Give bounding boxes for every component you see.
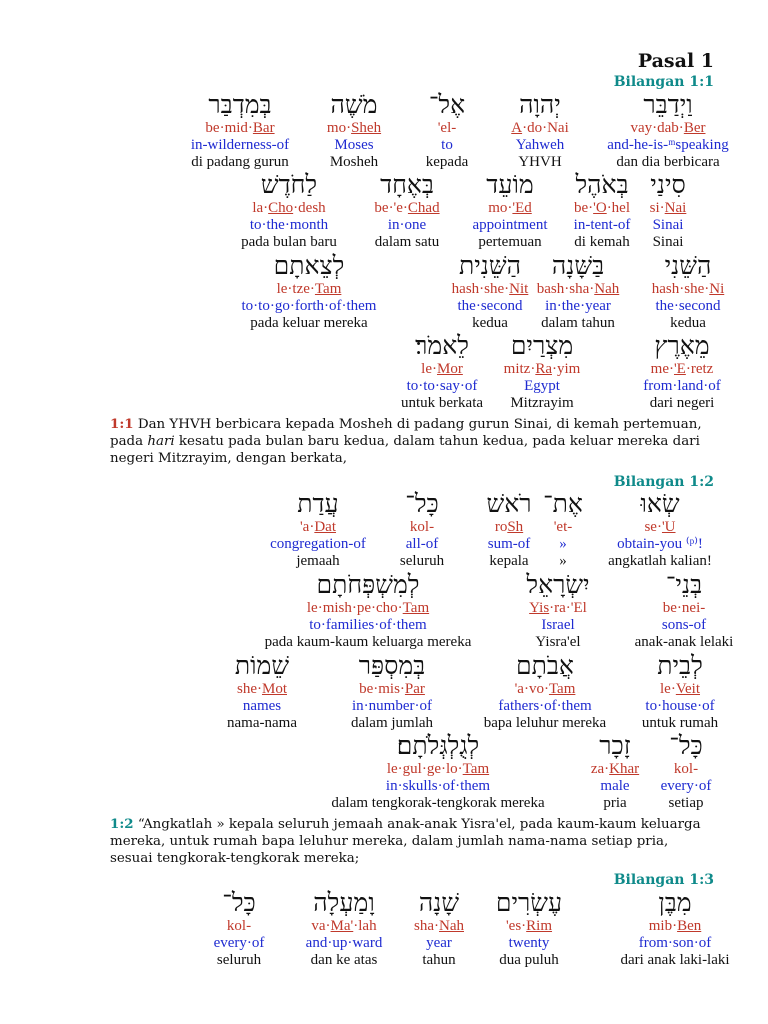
word-cell [511,90,569,171]
english-gloss: sons-of [661,617,707,633]
verse-1-1-translation: 1:1 Dan YHVH berbicara kepada Mosheh di padang gurun Sinai, di kemah pertemuan, pada hari kesatu pada bulan baru kedua, dalam tahun kedua, pada keluar mereka dari negeri Mitzrayim, dengan berkata, [110,416,702,466]
hebrew-word: הַשֵּׁנִי [664,251,712,280]
hebrew-word: כָּל־ [222,888,256,917]
word-cell [504,331,581,412]
hebrew-word: מֹשֶׁה [330,90,378,119]
english-gloss: fathers·of·them [498,698,592,714]
hebrew-word: לְמִשְׁפְּחֹתָם [316,570,420,599]
english-gloss: and·up·ward [305,935,383,951]
indonesian-gloss: kepada [425,154,469,170]
word-cell [642,651,718,732]
word-cell [306,888,383,969]
transliteration: be·mis·Par [359,681,425,697]
indonesian-gloss: dalam satu [374,234,440,250]
word-cell [574,170,631,251]
indonesian-gloss: kedua [670,315,706,331]
word-cell [331,731,544,812]
hebrew-word: שֵׁמוֹת [234,651,290,680]
word-cell [635,570,734,651]
indonesian-gloss: dari anak laki-laki [620,952,730,968]
indonesian-gloss: pria [603,795,627,811]
transliteration: 'et- [553,519,573,535]
word-cell [487,489,532,570]
english-gloss: Moses [334,137,374,153]
hebrew-word: שָׁנָה [418,888,460,917]
transliteration: le·Veit [660,681,700,697]
transliteration: she·Mot [236,681,287,697]
word-cell [643,331,720,412]
transliteration: be·'O·hel [573,200,631,216]
indonesian-gloss: dalam tengkorak-tengkorak mereka [331,795,545,811]
english-gloss: every·of [660,778,712,794]
hebrew-word: הַשֵּׁנִית [458,251,521,280]
english-gloss: Israel [541,617,575,633]
hebrew-word: אֶל־ [428,90,466,119]
transliteration: bash·sha·Nah [536,281,620,297]
word-cell [661,731,712,812]
english-gloss: in·the·year [545,298,611,314]
english-gloss: » [559,536,567,552]
word-cell [414,888,464,969]
hebrew-word: מֵאֶרֶץ [654,331,710,360]
word-cell [620,888,729,969]
word-cell [400,489,444,570]
indonesian-gloss: pada kaum-kaum keluarga mereka [264,634,472,650]
english-gloss: year [426,935,452,951]
word-cell [191,90,289,171]
word-cell [652,251,724,332]
word-cell [650,170,687,251]
word-cell [543,489,583,570]
word-cell [607,90,728,171]
english-gloss: in·one [387,217,427,233]
transliteration: mib·Ben [648,918,702,934]
hebrew-word: וַיְדַבֵּר [643,90,693,119]
word-cell [608,489,712,570]
transliteration: va·Ma'·lah [311,918,377,934]
indonesian-gloss: seluruh [399,553,445,569]
word-cell [327,90,381,171]
transliteration: roSh [494,519,524,535]
indonesian-gloss: angkatlah kalian! [608,553,712,569]
hebrew-word: עֶשְׂרִים [495,888,563,917]
hebrew-word: כָּל־ [405,489,439,518]
english-gloss: and-he-is-ᵐspeaking [607,137,729,153]
english-gloss: from·son·of [638,935,712,951]
indonesian-gloss: Mitzrayim [510,395,574,411]
transliteration: be·nei- [662,600,706,616]
indonesian-gloss: untuk rumah [641,715,719,731]
chapter-title: Pasal 1 [637,50,714,72]
indonesian-gloss: seluruh [216,952,262,968]
indonesian-gloss: dari negeri [649,395,715,411]
transliteration: A·do·Nai [511,120,569,136]
indonesian-gloss: YHVH [518,154,562,170]
hebrew-word: וָמַעְלָה [313,888,375,917]
english-gloss: in-wilderness-of [190,137,290,153]
english-gloss: to [441,137,453,153]
hebrew-word: אֲבֹתָם [516,651,574,680]
indonesian-gloss: di kemah [574,234,630,250]
word-cell [242,251,377,332]
indonesian-gloss: kepala [489,553,529,569]
indonesian-gloss: dalam tahun [541,315,615,331]
hebrew-word: מוֹעֵד [486,170,534,199]
english-gloss: in-tent-of [573,217,631,233]
indonesian-gloss: nama-nama [227,715,297,731]
hebrew-word: סִינַי [650,170,686,199]
word-cell [401,331,483,412]
english-gloss: to·the·month [249,217,329,233]
indonesian-gloss: Yisra'el [535,634,581,650]
indonesian-gloss: kedua [472,315,508,331]
verse-ref-1-1: Bilangan 1:1 [613,74,714,90]
transliteration: le·gul·ge·lo·Tam [386,761,490,777]
transliteration: le·mish·pe·cho·Tam [306,600,430,616]
transliteration: be·mid·Bar [205,120,275,136]
hebrew-word: בְּנֵי־ [665,570,703,599]
hebrew-word: רֹאשׁ [486,489,532,518]
verse-number: 1:1 [110,416,134,432]
word-cell [473,170,548,251]
transliteration: 'es·Rim [505,918,553,934]
hebrew-word: בְּאֶחָד [380,170,434,199]
indonesian-gloss: untuk berkata [400,395,484,411]
transliteration: kol- [226,918,252,934]
transliteration: Yis·ra·'El [529,600,587,616]
english-gloss: appointment [472,217,548,233]
indonesian-gloss: dalam jumlah [350,715,434,731]
transliteration: la·Cho·desh [252,200,326,216]
indonesian-gloss: Mosheh [329,154,379,170]
word-cell [374,170,439,251]
indonesian-gloss: Sinai [652,234,684,250]
indonesian-gloss: di padang gurun [191,154,289,170]
hebrew-word: מִבֶּן [658,888,692,917]
english-gloss: all-of [405,536,439,552]
hebrew-word: לְבֵית [657,651,703,680]
english-gloss: from·land·of [643,378,721,394]
indonesian-gloss: dan dia berbicara [616,154,720,170]
transliteration: le·Mor [421,361,463,377]
word-cell [484,651,606,732]
verse-number: 1:2 [110,816,134,832]
transliteration: za·Khar [590,761,640,777]
word-cell [227,651,297,732]
english-gloss: every·of [213,935,265,951]
english-gloss: male [600,778,630,794]
indonesian-gloss: pada bulan baru [241,234,337,250]
indonesian-gloss: » [559,553,567,569]
word-cell [241,170,337,251]
english-gloss: to·to·go·forth·of·them [241,298,377,314]
transliteration: mo·'Ed [488,200,532,216]
transliteration: si·Nai [649,200,687,216]
word-cell [537,251,619,332]
indonesian-gloss: pertemuan [478,234,542,250]
english-gloss: Yahweh [515,137,565,153]
transliteration: kol- [409,519,435,535]
word-cell [270,489,366,570]
hebrew-word: כָּל־ [669,731,703,760]
english-gloss: Egypt [524,378,560,394]
indonesian-gloss: anak-anak lelaki [634,634,734,650]
english-gloss: in·number·of [352,698,432,714]
english-gloss: twenty [508,935,550,951]
word-cell [351,651,433,732]
hebrew-word: בַּשָּׁנָה [551,251,605,280]
hebrew-word: לְגֻלְגְּלֹתָם׃ [396,731,480,760]
transliteration: me·'E·retz [650,361,714,377]
word-cell [526,570,589,651]
indonesian-gloss: pada keluar mereka [250,315,368,331]
hebrew-word: יְהוָה [519,90,561,119]
word-cell [426,90,468,171]
transliteration: kol- [673,761,699,777]
indonesian-gloss: bapa leluhur mereka [483,715,607,731]
word-cell [452,251,529,332]
english-gloss: sum-of [487,536,531,552]
english-gloss: the·second [457,298,523,314]
english-gloss: congregation-of [270,536,366,552]
hebrew-word: זָכָר [599,731,631,760]
transliteration: 'a·vo·Tam [514,681,576,697]
english-gloss: names [242,698,282,714]
english-gloss: to·families·of·them [309,617,427,633]
english-gloss: to·house·of [645,698,715,714]
hebrew-word: לֵאמֹר׃ [415,331,469,360]
indonesian-gloss: jemaah [296,553,340,569]
transliteration: mo·Sheh [326,120,382,136]
transliteration: be·'e·Chad [374,200,440,216]
hebrew-word: יִשְׂרָאֵל [526,570,590,599]
transliteration: vay·dab·Ber [630,120,706,136]
english-gloss: obtain-you ⁽ᵖ⁾! [617,536,703,552]
hebrew-word: לַחֹדֶשׁ [260,170,318,199]
hebrew-word: לְצֵאתָם [273,251,345,280]
hebrew-word: בְּמִסְפַּר [358,651,426,680]
indonesian-gloss: setiap [668,795,704,811]
hebrew-word: עֲדַת [297,489,339,518]
indonesian-gloss: dua puluh [499,952,559,968]
transliteration: se·'U [644,519,676,535]
transliteration: hash·she·Ni [651,281,725,297]
english-gloss: in·skulls·of·them [385,778,491,794]
transliteration: le·tze·Tam [276,281,342,297]
transliteration: mitz·Ra·yim [503,361,581,377]
hebrew-word: אֶת־ [543,489,583,518]
verse-ref-1-3: Bilangan 1:3 [613,872,714,888]
word-cell [265,570,472,651]
transliteration: hash·she·Nit [451,281,529,297]
english-gloss: the·second [655,298,721,314]
english-gloss: to·to·say·of [406,378,478,394]
transliteration: sha·Nah [414,918,464,934]
verse-1-2-translation: 1:2 “Angkatlah » kepala seluruh jemaah anak-anak Yisra'el, pada kaum-kaum keluarga mereka, untuk rumah bapa leluhur mereka, dalam jumlah nama-nama setiap pria, sesuai tengkorak-tengkorak mereka; [110,816,701,866]
hebrew-word: בְּמִדְבַּר [208,90,272,119]
word-cell [591,731,639,812]
hebrew-word: בְּאֹהֶל [575,170,629,199]
transliteration: 'a·Dat [299,519,337,535]
indonesian-gloss: tahun [422,952,456,968]
hebrew-word: שְׂאוּ [640,489,680,518]
word-cell [214,888,265,969]
hebrew-word: מִצְרַיִם [510,331,574,360]
english-gloss: Sinai [652,217,684,233]
verse-ref-1-2: Bilangan 1:2 [613,474,714,490]
word-cell [496,888,562,969]
transliteration: 'el- [437,120,457,136]
indonesian-gloss: dan ke atas [310,952,378,968]
